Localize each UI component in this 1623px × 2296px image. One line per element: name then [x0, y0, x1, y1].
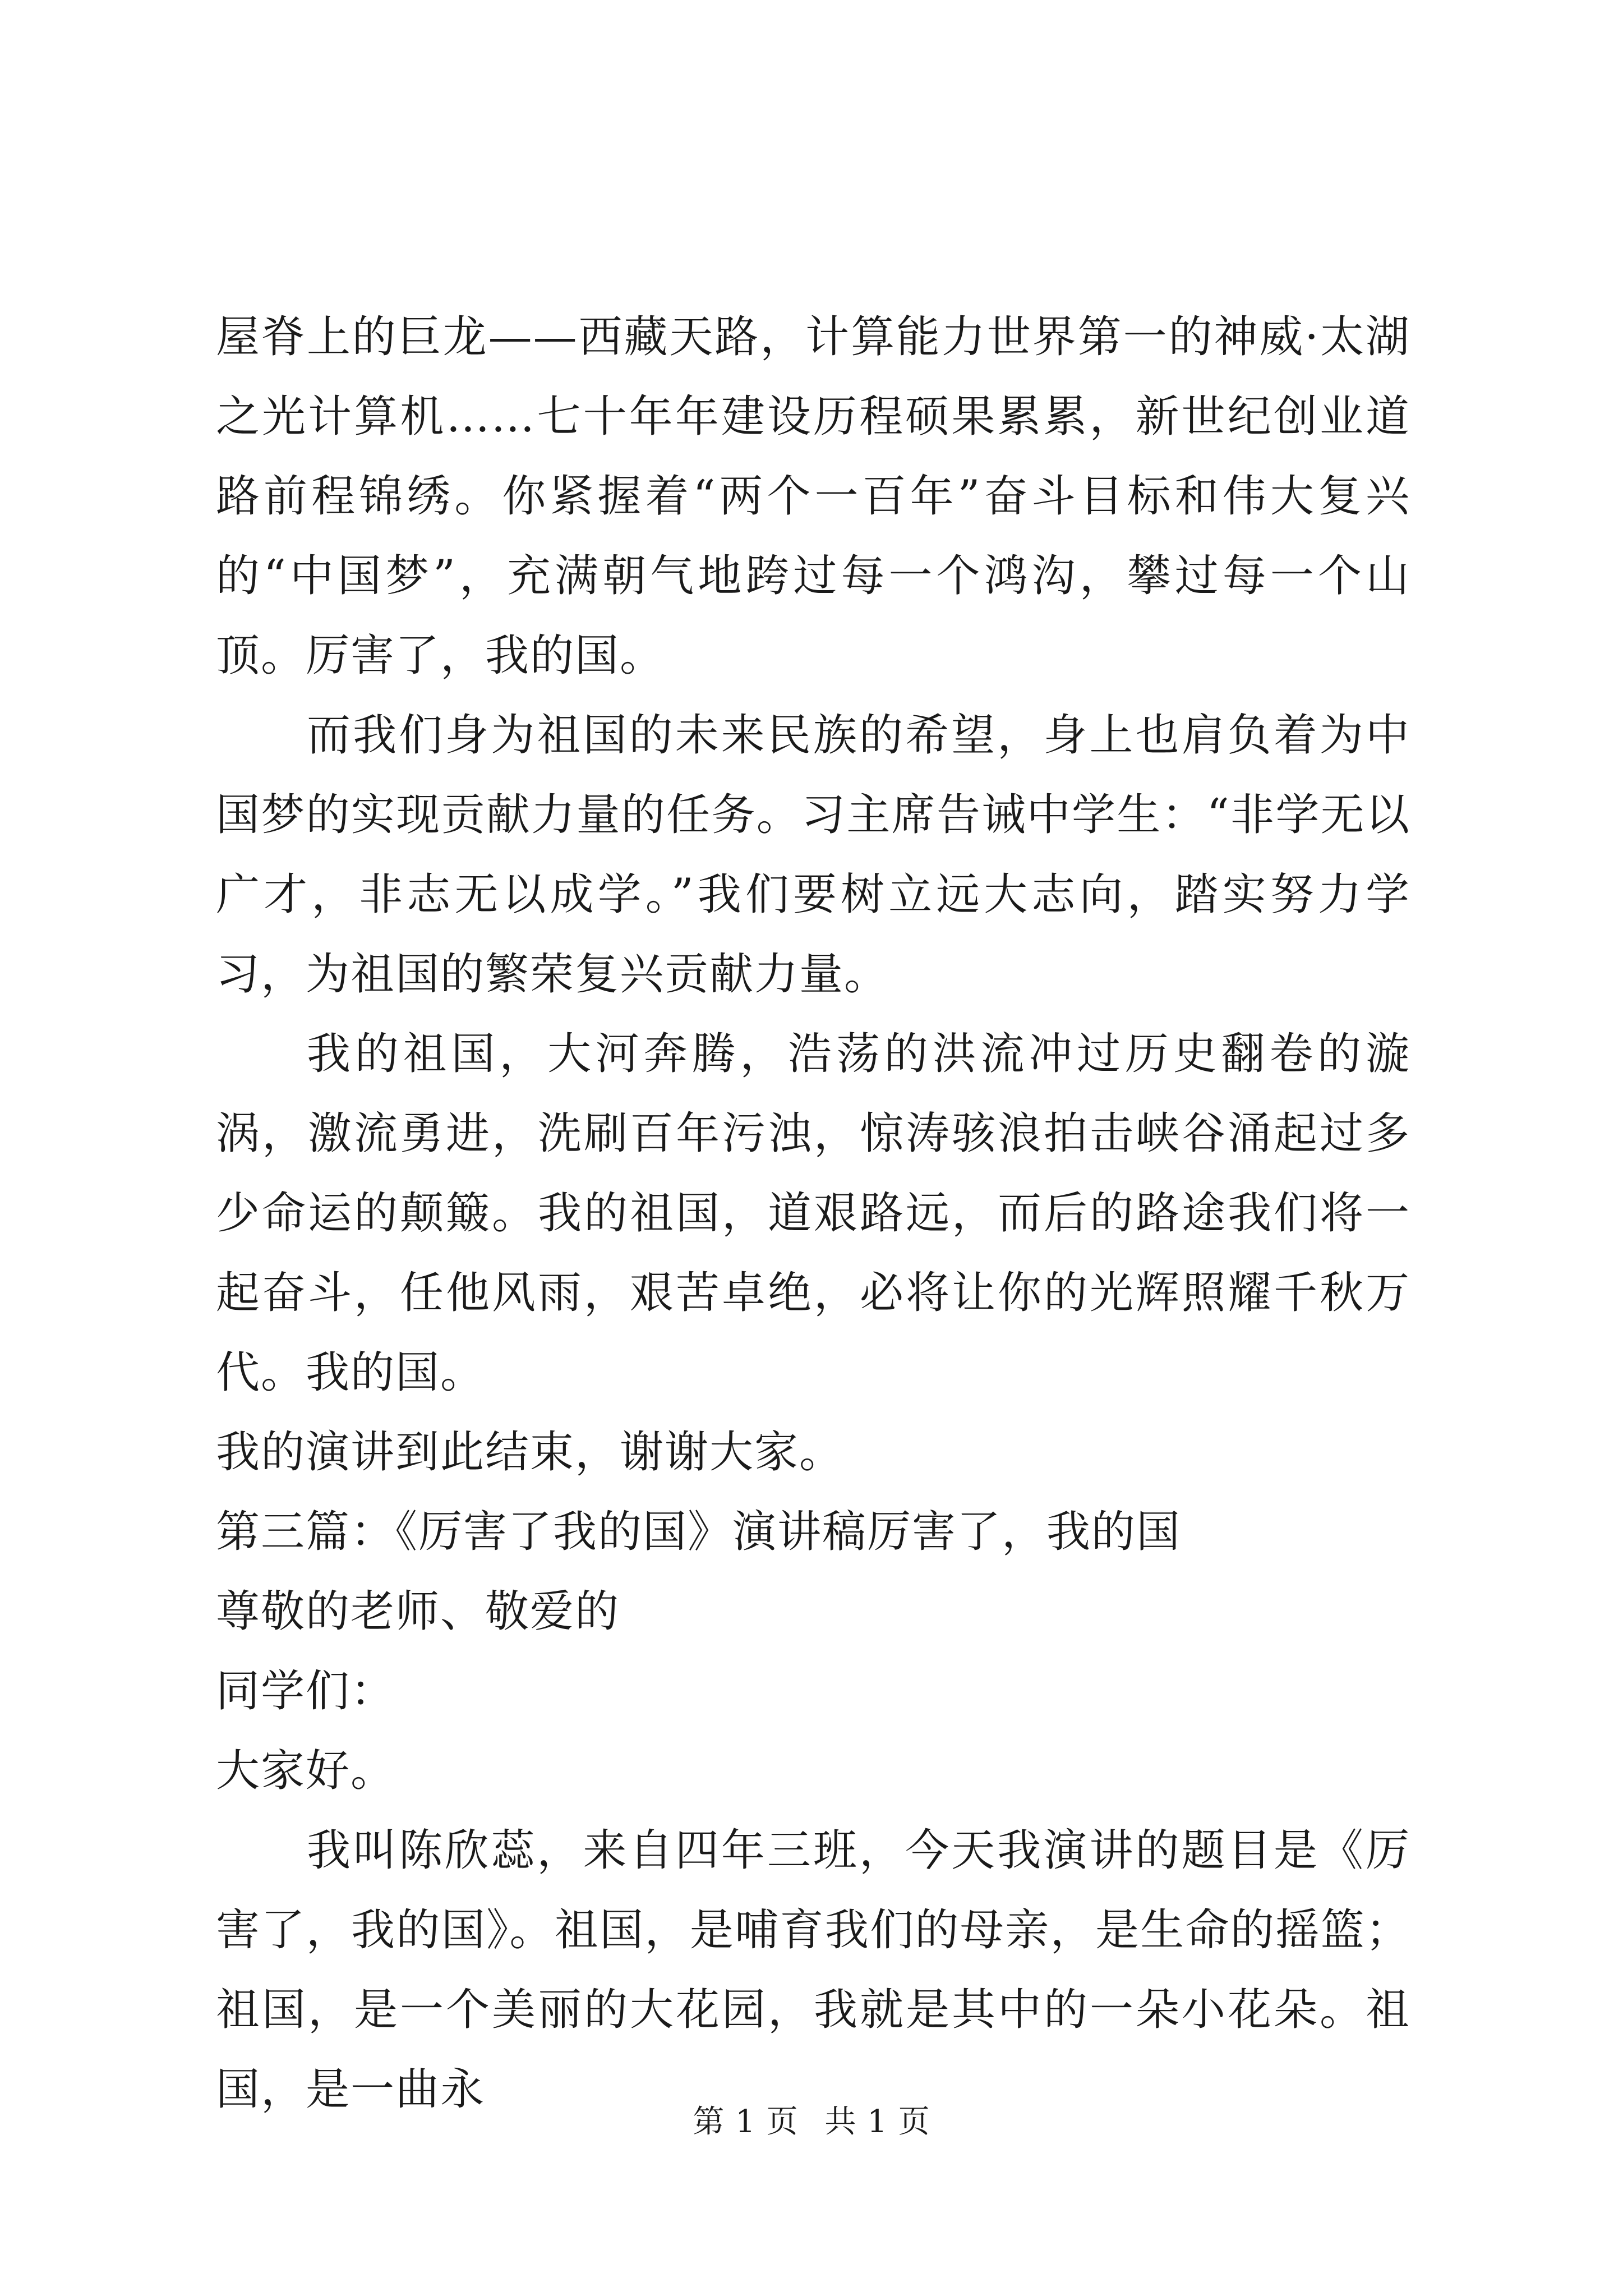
page-number: 第 1 页 — [693, 2104, 799, 2140]
salutation-teachers: 尊敬的老师、敬爱的 — [216, 1586, 620, 1637]
page-footer — [0, 2097, 1623, 2142]
paragraph-mission: 而我们身为祖国的未来民族的希望，身上也肩负着为中国梦的实现贡献力量的任务。习主席告诫中学生：“非学无以广才，非志无以成学。”我们要树立远大志向，踏实努力学习，为祖国的繁荣复兴贡献力量。 — [216, 710, 1410, 1000]
document-body — [216, 297, 1410, 2129]
greeting-line: 大家好。 — [216, 1746, 396, 1796]
salutation-students: 同学们： — [216, 1666, 396, 1717]
paragraph-introduction: 我叫陈欣蕊，来自四年三班，今天我演讲的题目是《厉害了，我的国》。祖国，是哺育我们的母亲，是生命的摇篮；祖国，是一个美丽的大花园，我就是其中的一朵小花朵。祖国，是一曲永 — [216, 1825, 1410, 2115]
closing-line: 我的演讲到此结束，谢谢大家。 — [216, 1427, 845, 1478]
total-pages: 共 1 页 — [824, 2104, 930, 2140]
paragraph-continuation: 屋脊上的巨龙——西藏天路，计算能力世界第一的神威·太湖之光计算机……七十年年建设历程硕果累累，新世纪创业道路前程锦绣。你紧握着“两个一百年”奋斗目标和伟大复兴的“中国梦”，充满朝气地跨过每一个鸿沟，攀过每一个山顶。厉害了，我的国。 — [216, 312, 1410, 681]
section-heading: 第三篇：《厉害了我的国》演讲稿厉害了，我的国 — [216, 1507, 1182, 1557]
paragraph-motherland: 我的祖国，大河奔腾，浩荡的洪流冲过历史翻卷的漩涡，激流勇进，洗刷百年污浊，惊涛骇浪拍击峡谷涌起过多少命运的颠簸。我的祖国，道艰路远，而后的路途我们将一起奋斗，任他风雨，艰苦卓绝，必将让你的光辉照耀千秋万代。我的国。 — [216, 1029, 1410, 1398]
